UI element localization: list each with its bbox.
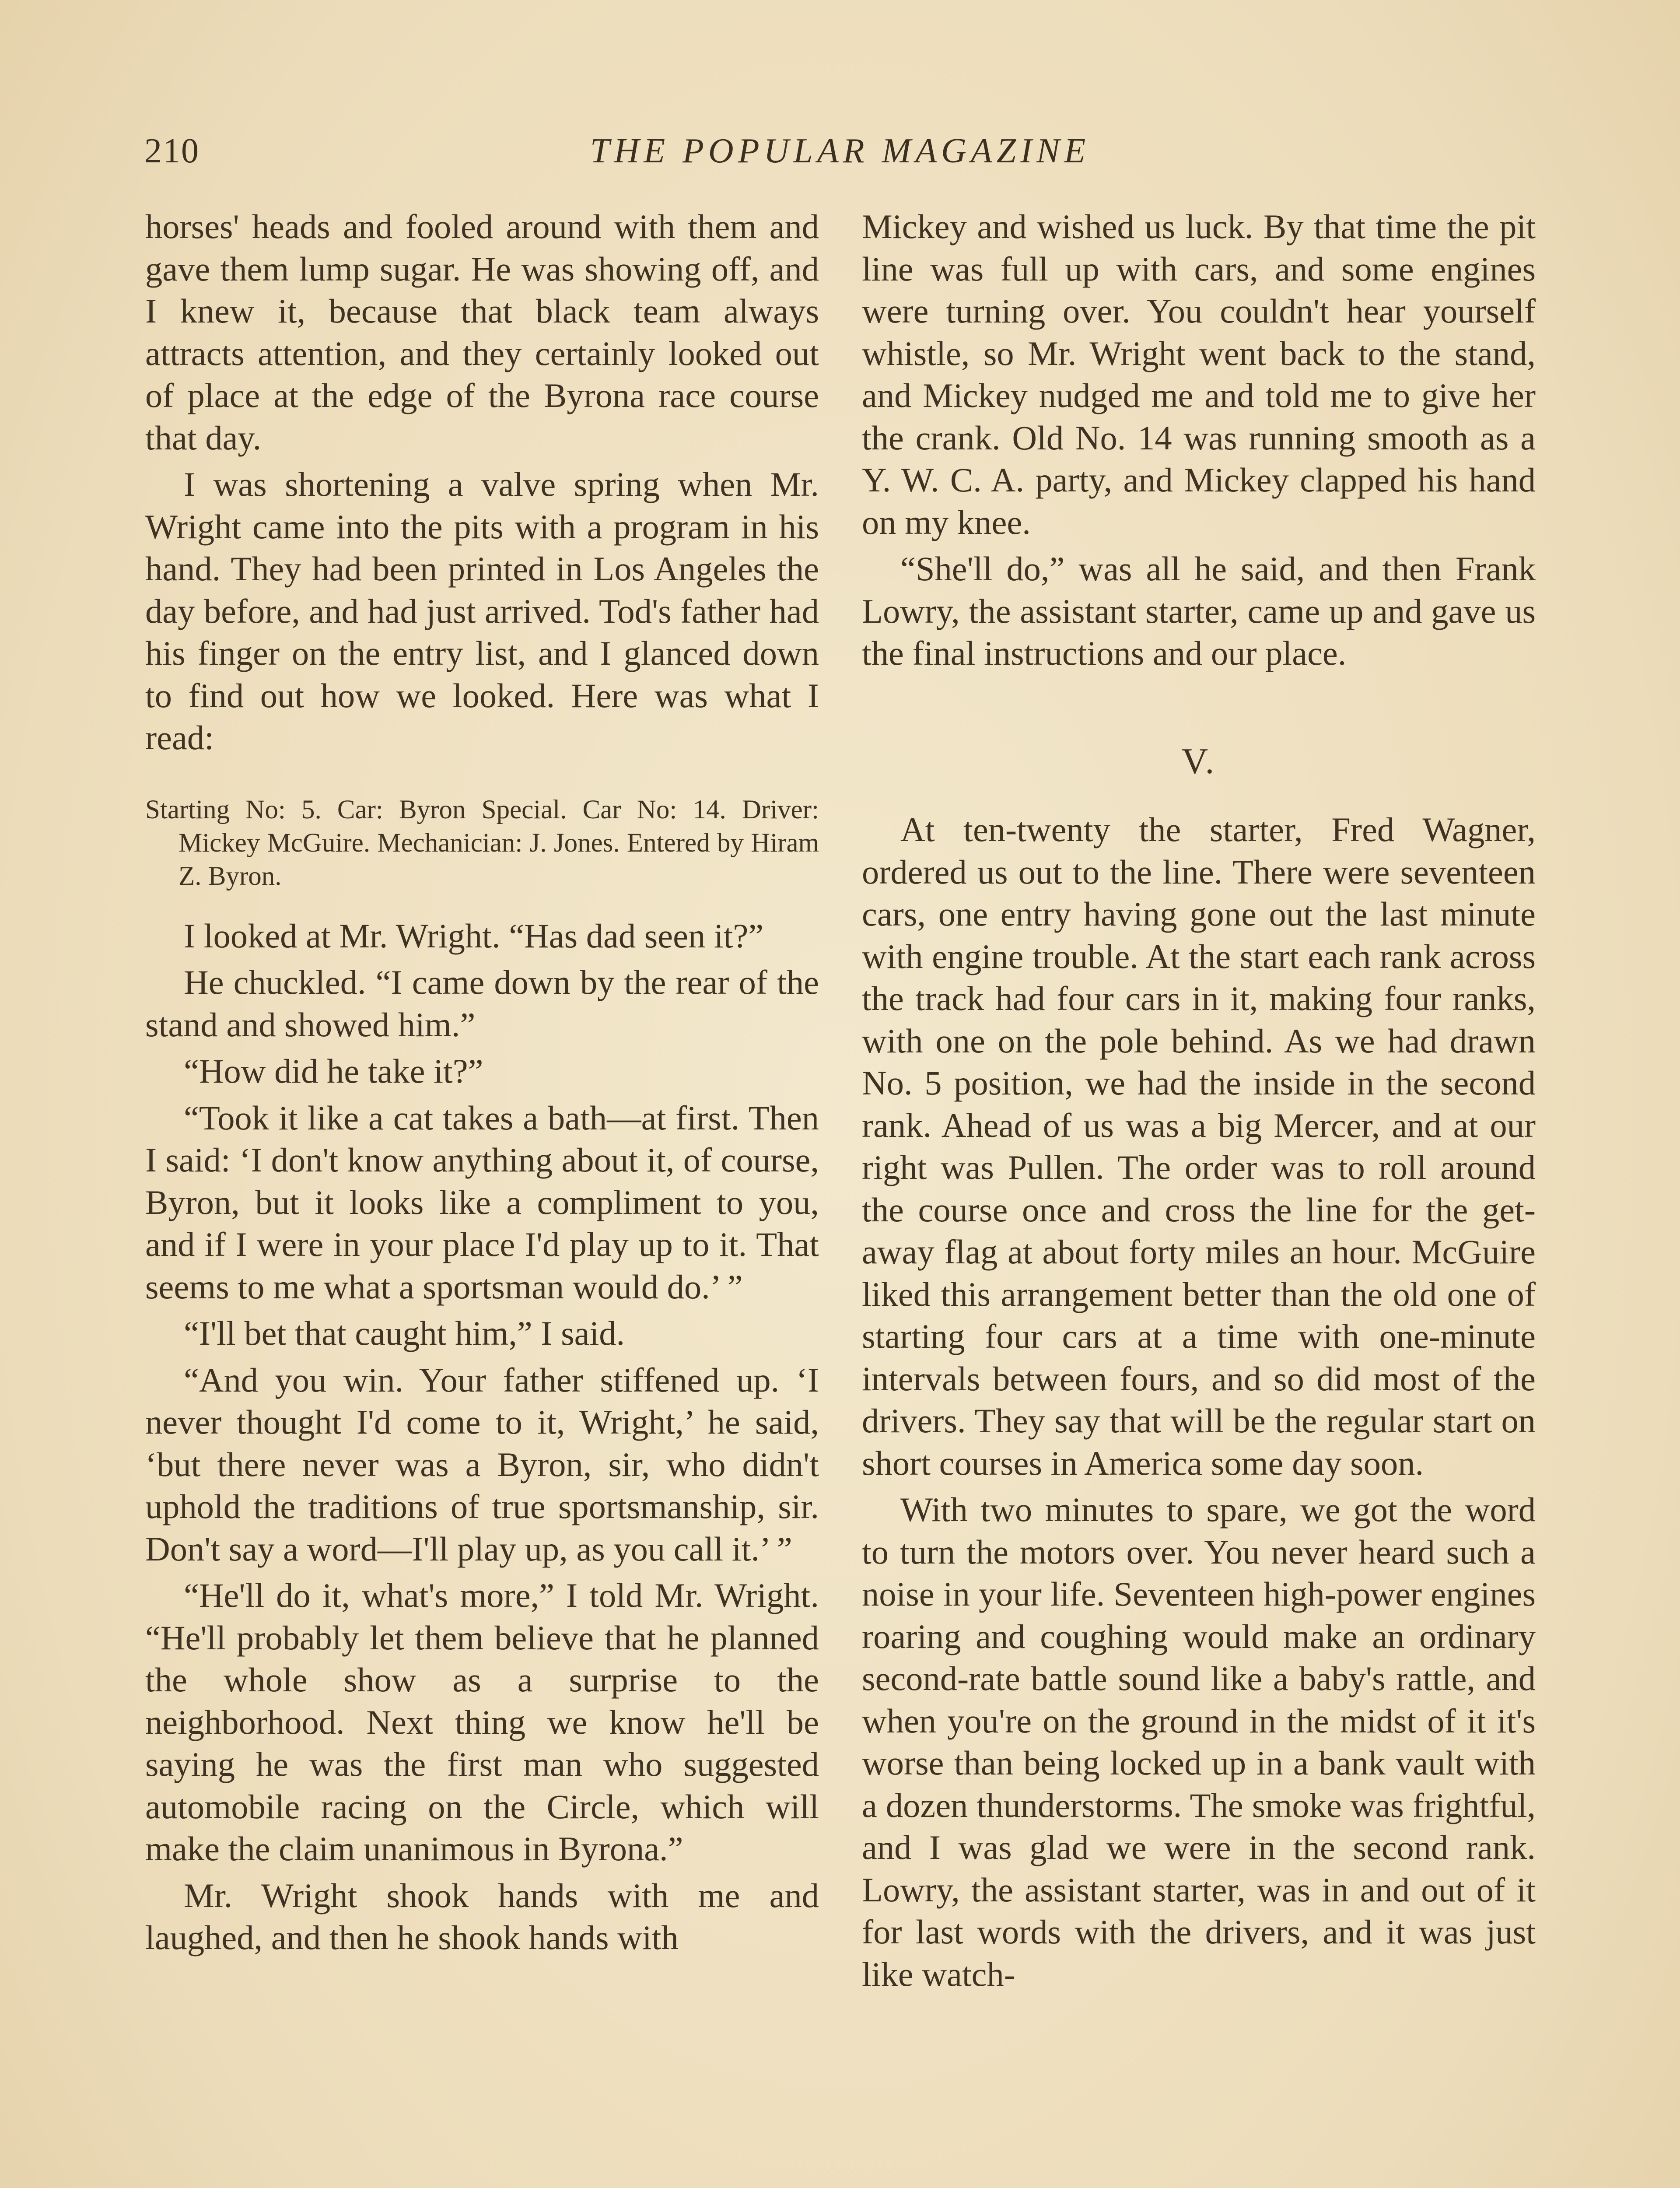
paragraph: He chuckled. “I came down by the rear of the stand and showed him.”: [145, 963, 819, 1044]
running-head: THE POPULAR MAGAZINE: [590, 132, 1090, 170]
paragraph: Mr. Wright shook hands with me and laughed, and then he shook hands with: [145, 1876, 819, 1957]
paragraph: “She'll do,” was all he said, and then Frank Lowry, the assistant starter, came up and gave us the final instructions and our place.: [862, 550, 1536, 672]
program-entry: Starting No: 5. Car: Byron Special. Car No: 14. Driver: Mickey McGuire. Mechanician: J. Jones. Entered by Hiram Z. Byron.: [145, 795, 819, 891]
paragraph: I was shortening a valve spring when Mr. Wright came into the pits with a program in his hand. They had been printed in Los Angeles the day before, and had just arrived. Tod's father had his finger on the entry list, and I glanced down to find out how we looked. Here was what I read:: [145, 465, 819, 757]
paragraph: “He'll do it, what's more,” I told Mr. Wright. “He'll probably let them believe that he planned the whole show as a surprise to the neighborhood. Next thing we know he'll be saying he was the first man who suggested automobile racing on the Circle, which will make the claim unanimous in Byrona.”: [145, 1576, 819, 1868]
page-header: [144, 131, 1536, 179]
paragraph: At ten-twenty the starter, Fred Wagner, ordered us out to the line. There were seventeen cars, one entry having gone out the last minute with engine trouble. At the start each rank across the track had four cars in it, making four ranks, with one on the pole behind. As we had drawn No. 5 position, we had the inside in the second rank. Ahead of us was a big Mercer, and at our right was Pullen. The order was to roll around the course once and cross the line for the get-away flag at about forty miles an hour. McGuire liked this arrangement better than the old one of starting four cars at a time with one-minute intervals between fours, and so did most of the drivers. They say that will be the regular start on short courses in America some day soon.: [862, 810, 1536, 1482]
paragraph: “I'll bet that caught him,” I said.: [184, 1314, 625, 1352]
section-heading: V.: [1181, 740, 1216, 782]
page-number: 210: [144, 132, 200, 170]
paragraph: “Took it like a cat takes a bath—at first. Then I said: ‘I don't know anything about it, of course, Byron, but it looks like a compliment to you, and if I were in your place I'd play up to it. That seems to me what a sportsman would do.’ ”: [145, 1098, 819, 1306]
paragraph: “How did he take it?”: [184, 1052, 483, 1090]
left-column: [145, 206, 819, 1964]
right-column: [862, 206, 1536, 2000]
paragraph: “And you win. Your father stiffened up. ‘I never thought I'd come to it, Wright,’ he said, ‘but there never was a Byron, sir, who didn't uphold the traditions of true sportsmanship, sir. Don't say a word—I'll play up, as you call it.’ ”: [145, 1360, 819, 1568]
paragraph: With two minutes to spare, we got the word to turn the motors over. You never heard such a noise in your life. Seventeen high-power engines roaring and coughing would make an ordinary second-rate battle sound like a baby's rattle, and when you're on the ground in the midst of it it's worse than being locked up in a bank vault with a dozen thunderstorms. The smoke was frightful, and I was glad we were in the second rank. Lowry, the assistant starter, was in and out of it for last words with the drivers, and it was just like watch-: [862, 1490, 1536, 1993]
paragraph: I looked at Mr. Wright. “Has dad seen it?”: [184, 916, 764, 955]
paragraph: Mickey and wished us luck. By that time the pit line was full up with cars, and some engines were turning over. You couldn't hear yourself whistle, so Mr. Wright went back to the stand, and Mickey nudged me and told me to give her the crank. Old No. 14 was running smooth as a Y. W. C. A. party, and Mickey clapped his hand on my knee.: [862, 207, 1536, 541]
paragraph: horses' heads and fooled around with them and gave them lump sugar. He was showing off, and I knew it, because that black team always attracts attention, and they certainly looked out of place at the edge of the Byrona race course that day.: [145, 207, 819, 457]
